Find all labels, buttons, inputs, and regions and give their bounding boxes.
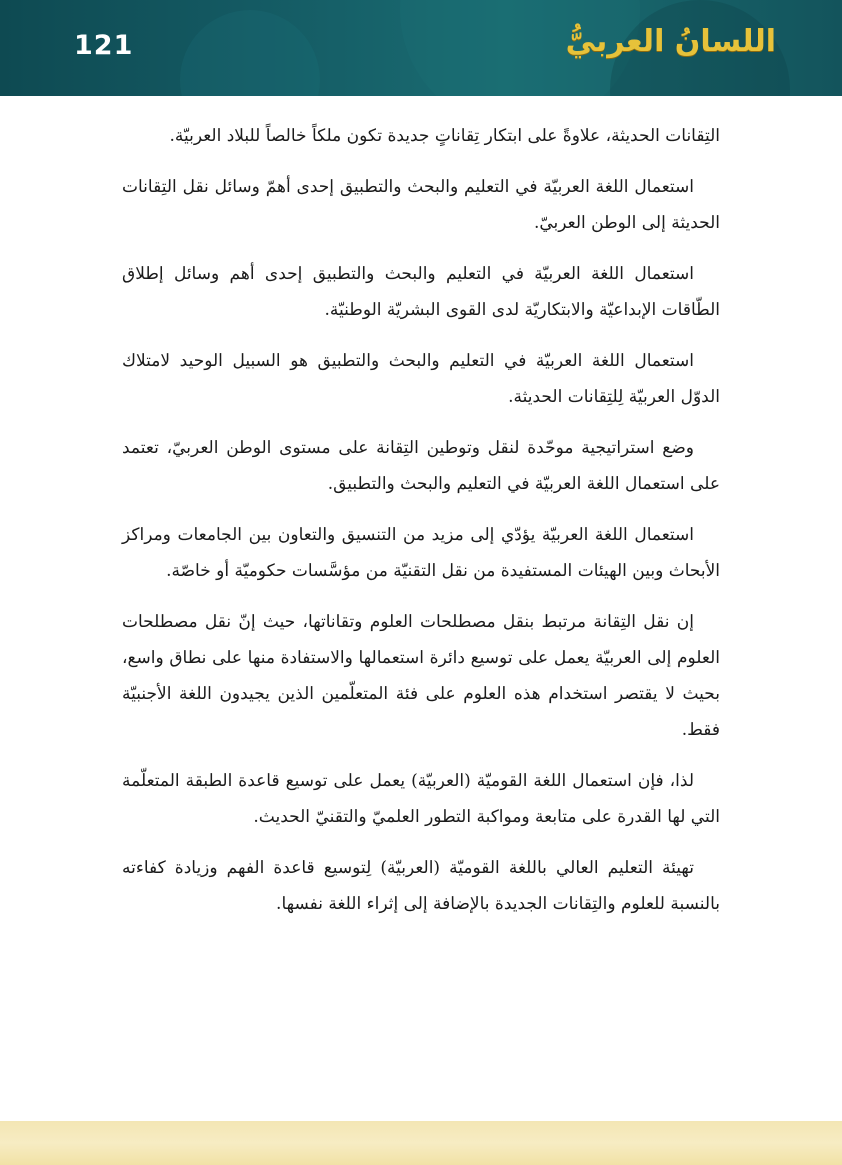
- paragraph: استعمال اللغة العربيّة في التعليم والبحث والتطبيق هو السبيل الوحيد لامتلاك الدوّل العربيّة لِلتِقانات الحديثة.: [122, 351, 720, 407]
- paragraph: وضع استراتيجية موحّدة لنقل وتوطين التِقانة على مستوى الوطن العربيّ، تعتمد على استعمال اللغة العربيّة في التعليم والبحث والتطبيق.: [122, 438, 720, 494]
- paragraph: لذا، فإن استعمال اللغة القوميّة (العربيّة) يعمل على توسيع قاعدة الطبقة المتعلّمة التي لها القدرة على متابعة ومواكبة التطور العلميّ والتقنيّ الحديث.: [122, 771, 720, 827]
- page-header: [0, 0, 842, 96]
- paragraph: استعمال اللغة العربيّة يؤدّي إلى مزيد من التنسيق والتعاون بين الجامعات ومراكز الأبحاث وبين الهيئات المستفيدة من نقل التقنيّة من مؤسَّسات حكوميّة أو خاصّة.: [122, 525, 720, 581]
- paragraph: التِقانات الحديثة، علاوةً على ابتكار تِقاناتٍ جديدة تكون ملكاً خالصاً للبلاد العربيّة.: [169, 126, 720, 146]
- page-footer-band: [0, 1121, 842, 1165]
- journal-logo: اللسانُ العربيُّ: [565, 24, 776, 59]
- paragraph: استعمال اللغة العربيّة في التعليم والبحث والتطبيق إحدى أهمّ وسائل نقل التِقانات الحديثة إلى الوطن العربيّ.: [122, 177, 720, 233]
- paragraph: استعمال اللغة العربيّة في التعليم والبحث والتطبيق إحدى أهم وسائل إطلاق الطّاقات الإبداعيّة والابتكاريّة لدى القوى البشريّة الوطنيّة.: [122, 264, 720, 320]
- page-number: 121: [74, 30, 134, 61]
- paragraph: تهيئة التعليم العالي باللغة القوميّة (العربيّة) لِتوسيع قاعدة الفهم وزيادة كفاءته بالنسبة للعلوم والتِقانات الجديدة بالإضافة إلى إثراء اللغة نفسها.: [122, 858, 720, 914]
- article-body: [122, 118, 720, 937]
- paragraph: إن نقل التِقانة مرتبط بنقل مصطلحات العلوم وتقاناتها، حيث إنّ نقل مصطلحات العلوم إلى العربيّة يعمل على توسيع دائرة استعمالها والاستفادة منها على نطاق واسع، بحيث لا يقتصر استخدام هذه العلوم على فئة المتعلّمين الذين يجيدون اللغة الأجنبيّة فقط.: [122, 612, 720, 740]
